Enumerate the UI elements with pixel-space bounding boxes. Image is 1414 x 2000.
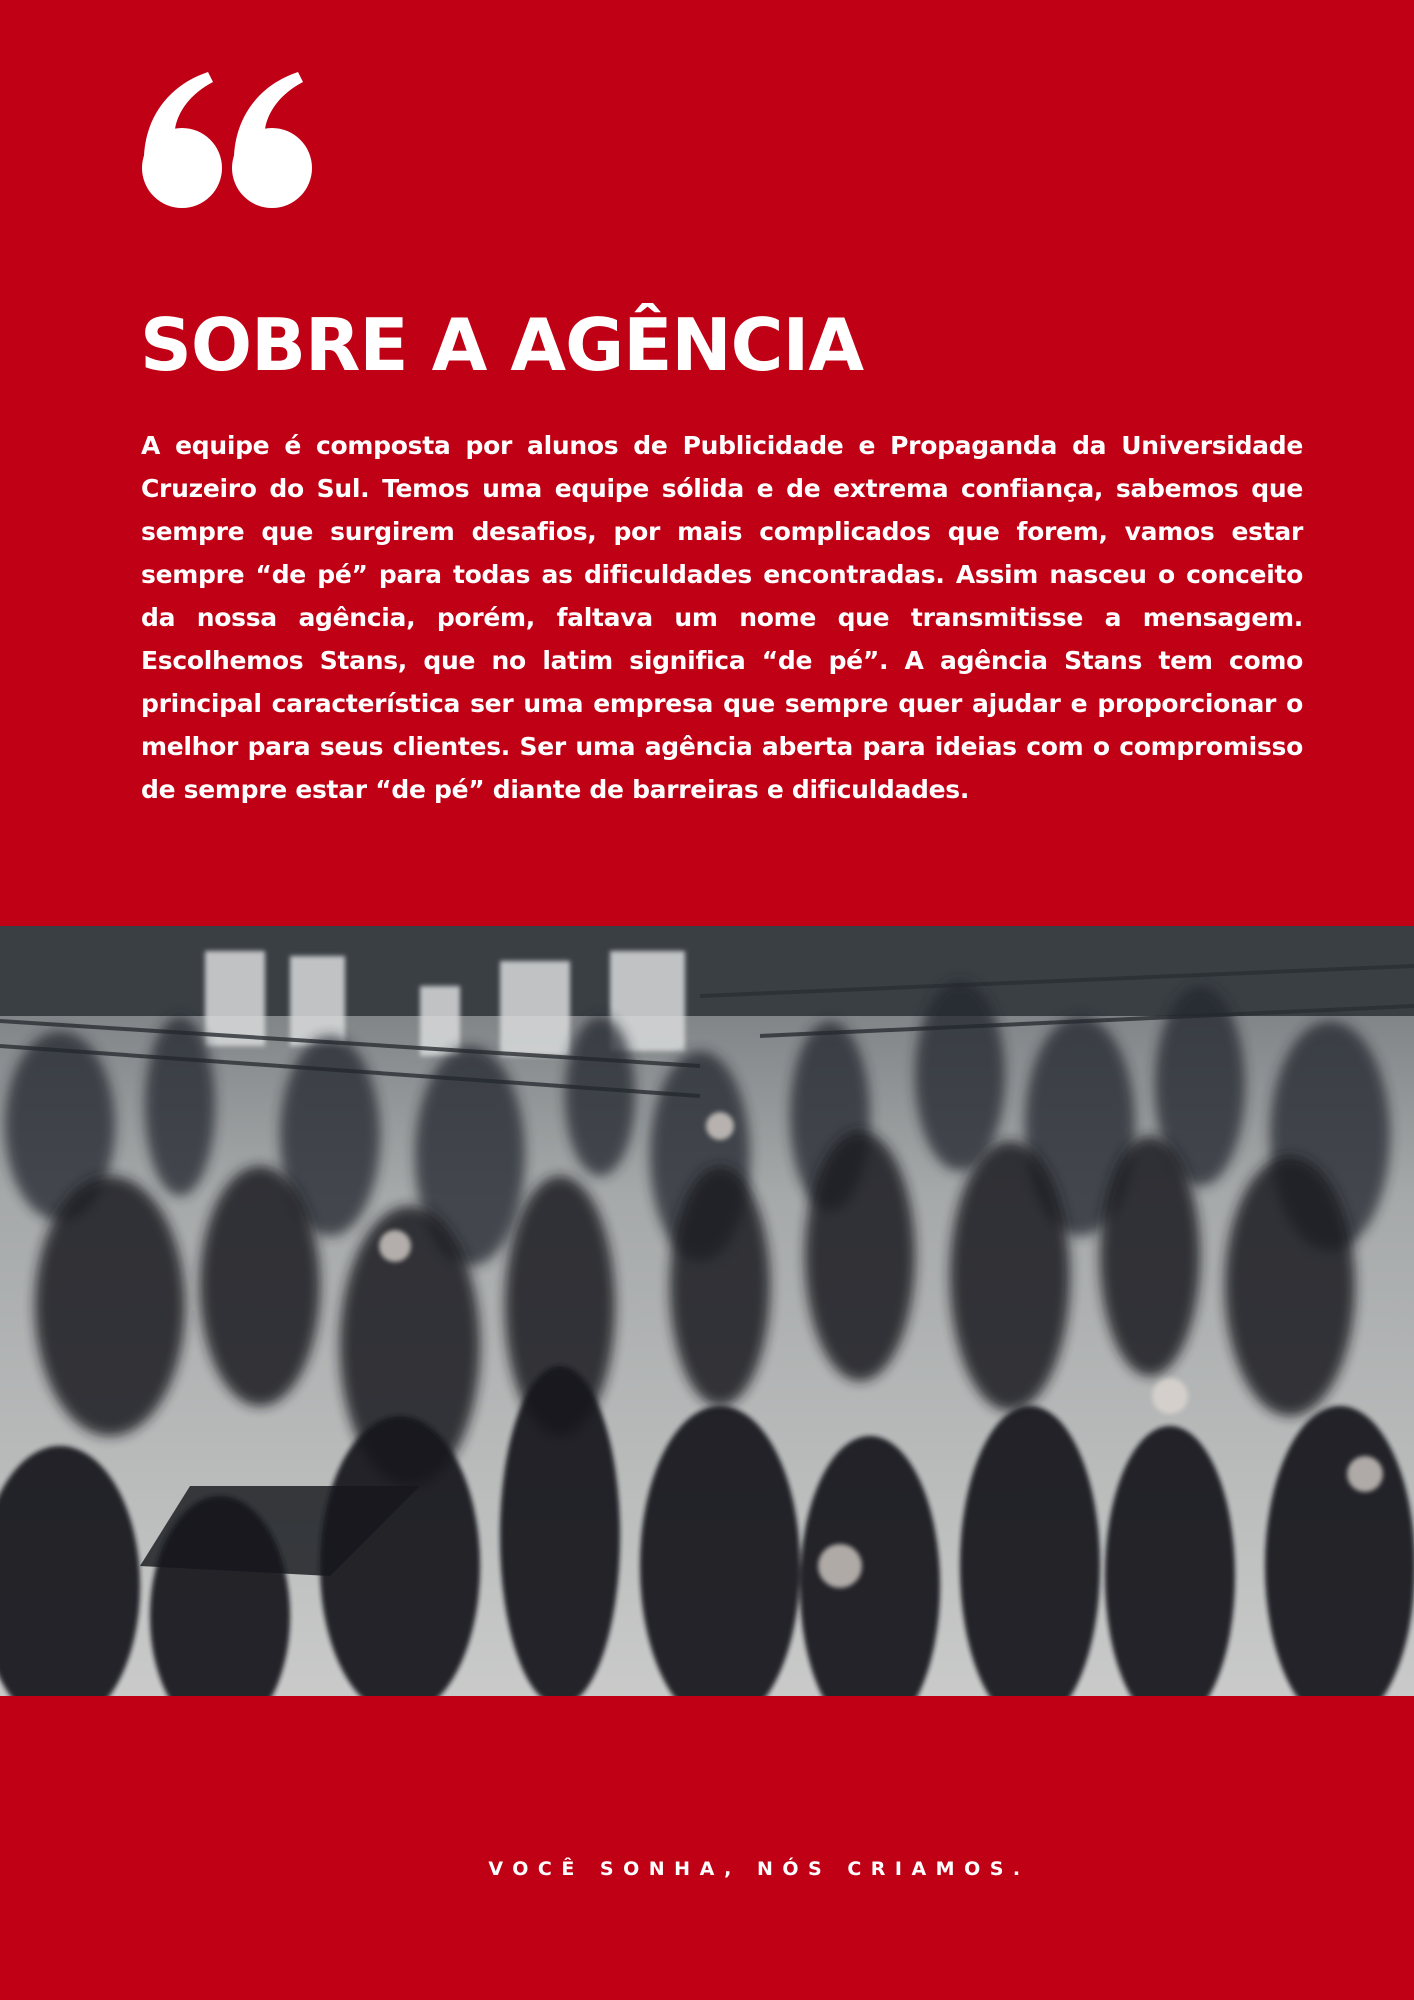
crowd-photo bbox=[0, 926, 1414, 1696]
tagline: VOCÊ SONHA, NÓS CRIAMOS. bbox=[488, 1858, 1030, 1880]
double-open-quote-icon bbox=[140, 70, 320, 210]
page-title: SOBRE A AGÊNCIA bbox=[140, 303, 864, 387]
agency-description: A equipe é composta por alunos de Publicidade e Propaganda da Universidade Cruzeiro do Sul. Temos uma equipe sólida e de extrema confiança, sabemos que sempre que surgirem desafios, por mais complicados que forem, vamos estar sempre “de pé” para todas as dificuldades encontradas. Assim nasceu o conceito da nossa agência, porém, faltava um nome que transmitisse a mensagem. Escolhemos Stans, que no latim significa “de pé”. A agência Stans tem como principal característica ser uma empresa que sempre quer ajudar e proporcionar o melhor para seus clientes. Ser uma agência aberta para ideias com o compromisso de sempre estar “de pé” diante de barreiras e dificuldades. bbox=[141, 431, 1303, 804]
